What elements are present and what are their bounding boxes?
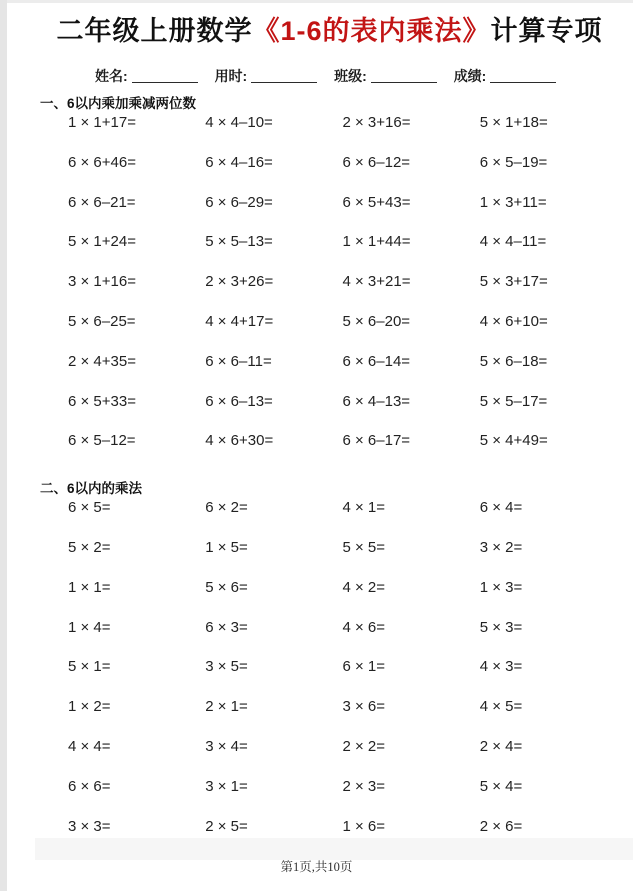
section-multiply-add-subtract	[0, 95, 633, 471]
problem: 6 × 5+33=	[68, 392, 136, 410]
problem: 6 × 5+43=	[342, 193, 411, 211]
problem: 6 × 6–12=	[342, 153, 411, 171]
problem: 4 × 6+10=	[479, 312, 548, 330]
problem: 4 × 4+17=	[205, 312, 274, 330]
problem: 4 × 4–10=	[205, 114, 273, 131]
time-field	[215, 66, 318, 86]
problem: 5 × 5=	[342, 538, 386, 556]
problem: 2 × 3=	[342, 777, 386, 795]
problem: 5 × 5–17=	[479, 392, 548, 410]
problem: 4 × 6=	[342, 618, 386, 636]
problem: 2 × 3+16=	[342, 114, 411, 131]
problem: 1 × 1+17=	[68, 114, 136, 131]
problem: 1 × 3+11=	[479, 193, 547, 211]
problem: 5 × 2=	[68, 538, 111, 556]
problem: 6 × 6=	[68, 777, 111, 795]
problem: 3 × 5=	[205, 658, 248, 676]
problem: 1 × 5=	[205, 538, 248, 556]
problem: 5 × 6=	[205, 578, 248, 596]
problem: 6 × 6+46=	[68, 153, 136, 171]
problem: 6 × 6–29=	[205, 193, 273, 211]
problem: 1 × 6=	[342, 817, 386, 835]
title-highlight: 《1-6的表内乘法》	[252, 16, 491, 46]
problem: 6 × 5=	[68, 499, 111, 517]
problem: 3 × 6=	[342, 698, 386, 716]
problem: 6 × 5–12=	[68, 432, 136, 450]
problem: 1 × 2=	[68, 698, 111, 716]
problem: 4 × 6+30=	[205, 432, 274, 450]
problem: 3 × 4=	[205, 737, 248, 755]
problem: 4 × 3=	[479, 658, 523, 676]
problem: 3 × 3=	[68, 817, 111, 835]
page-footer	[0, 857, 633, 875]
class-blank	[371, 68, 437, 83]
problem: 2 × 4+35=	[68, 352, 136, 370]
section-2-problems-grid	[68, 498, 617, 856]
problem: 5 × 6–18=	[479, 352, 548, 370]
problem: 5 × 6–25=	[68, 312, 136, 330]
class-label: 班级:	[334, 68, 367, 84]
time-blank	[251, 68, 317, 83]
problem: 4 × 4–11=	[479, 233, 547, 251]
name-field	[95, 66, 198, 86]
problem: 6 × 4–13=	[342, 392, 411, 410]
name-blank	[132, 68, 198, 83]
problem: 6 × 4=	[479, 499, 523, 517]
title-prefix: 二年级上册数学	[56, 16, 253, 46]
problem: 5 × 1+18=	[479, 114, 548, 131]
problem: 2 × 5=	[205, 817, 248, 835]
section-1-heading: 一、6以内乘加乘减两位数	[40, 96, 197, 111]
problem: 6 × 4–16=	[205, 153, 273, 171]
problem: 1 × 1=	[68, 578, 111, 596]
problem: 5 × 1+24=	[68, 233, 136, 251]
problem: 4 × 1=	[342, 499, 386, 517]
section-multiplication	[0, 480, 633, 856]
score-blank	[490, 68, 556, 83]
problem: 6 × 6–17=	[342, 432, 411, 450]
problem: 4 × 2=	[342, 578, 386, 596]
problem: 5 × 6–20=	[342, 312, 411, 330]
problem: 5 × 3=	[479, 618, 523, 636]
problem: 5 × 4=	[479, 777, 523, 795]
problem: 6 × 2=	[205, 499, 248, 517]
page-title	[40, 13, 619, 50]
problem: 5 × 5–13=	[205, 233, 273, 251]
problem: 1 × 1+44=	[342, 233, 411, 251]
problem: 1 × 4=	[68, 618, 111, 636]
problem: 6 × 1=	[342, 658, 386, 676]
problem: 2 × 1=	[205, 698, 248, 716]
problem: 2 × 3+26=	[205, 273, 274, 291]
time-label: 用时:	[214, 68, 248, 84]
class-field	[334, 66, 437, 86]
problem: 4 × 3+21=	[342, 273, 411, 291]
section-2-heading: 二、6以内的乘法	[40, 481, 143, 497]
page-indicator: 第1页,共10页	[280, 860, 353, 874]
page-top-edge	[0, 0, 633, 3]
problem: 1 × 3=	[479, 578, 523, 596]
title-suffix: 计算专项	[490, 16, 603, 46]
problem: 6 × 6–13=	[205, 392, 273, 410]
name-label: 姓名:	[95, 68, 128, 84]
problem: 5 × 4+49=	[479, 432, 548, 450]
problem: 5 × 3+17=	[479, 273, 548, 291]
problem: 5 × 1=	[68, 658, 111, 676]
score-label: 成绩:	[453, 68, 487, 84]
page-left-edge	[0, 0, 7, 891]
problem: 6 × 5–19=	[479, 153, 548, 171]
score-field	[454, 66, 557, 86]
section-1-problems-grid	[68, 113, 617, 471]
problem: 3 × 1+16=	[68, 273, 136, 291]
problem: 3 × 1=	[205, 777, 248, 795]
problem: 4 × 4=	[68, 737, 111, 755]
problem: 4 × 5=	[479, 698, 523, 716]
problem: 6 × 6–11=	[205, 352, 272, 370]
problem: 3 × 2=	[479, 538, 523, 556]
problem: 2 × 6=	[479, 817, 523, 835]
problem: 6 × 6–14=	[342, 352, 411, 370]
problem: 6 × 6–21=	[68, 193, 136, 211]
problem: 2 × 2=	[342, 737, 386, 755]
problem: 6 × 3=	[205, 618, 248, 636]
info-fields	[95, 66, 633, 86]
problem: 2 × 4=	[479, 737, 523, 755]
